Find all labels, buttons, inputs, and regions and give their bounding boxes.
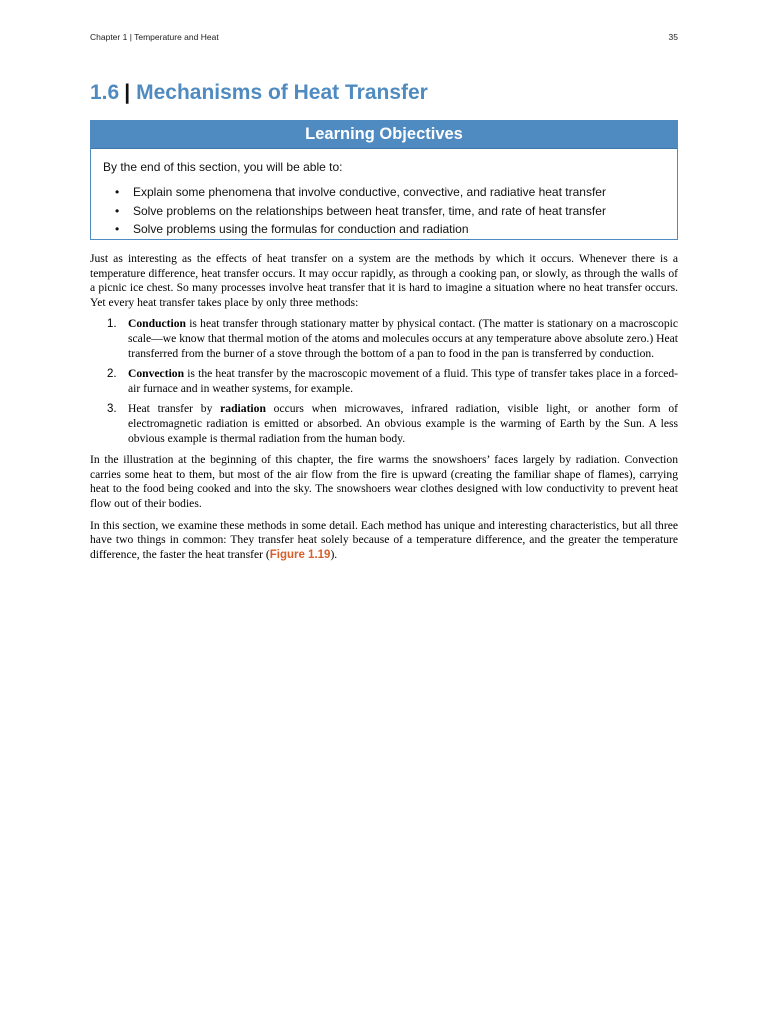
- method-term: Conduction: [128, 317, 186, 331]
- chapter-label: Chapter 1 | Temperature and Heat: [90, 32, 219, 42]
- section-title: [90, 81, 428, 105]
- method-item: [90, 402, 678, 446]
- method-number: 1.: [107, 318, 117, 331]
- intro-paragraph: Just as interesting as the effects of heat transfer on a system are the methods by which it occurs. Whenever there is a temperature difference, heat transfer occurs. It may occur rapidly, as through a cooking pan, or slowly, as through the walls of a picnic ice chest. So many processes involve heat transfer that it is hard to imagine a situation where no heat transfer occurs. Yet every heat transfer takes place by only three methods:: [90, 252, 678, 309]
- heat-transfer-methods-list: [90, 317, 678, 446]
- method-text: is heat transfer through stationary matter by physical contact. (The matter is stationary on a macroscopic scale—we know that thermal motion of the atoms and molecules occurs at any temperature above absolute zero.) Heat transferred from the burner of a stove through the bottom of a pan to food in the pan is transferred by conduction.: [128, 317, 678, 360]
- method-text: is the heat transfer by the macroscopic movement of a fluid. This type of transfer takes place in a forced-air furnace and in weather systems, for example.: [128, 367, 678, 395]
- method-text: occurs when microwaves, infrared radiation, visible light, or another form of electromagnetic radiation is emitted or absorbed. An obvious example is the warming of Earth by the Sun. A less obvious example is thermal radiation from the human body.: [128, 402, 678, 445]
- section-title-text: Mechanisms of Heat Transfer: [136, 81, 428, 104]
- section-number: 1.6: [90, 81, 120, 104]
- section-separator: |: [124, 81, 131, 104]
- paragraph-3-end: ).: [330, 547, 338, 561]
- method-number: 3.: [107, 403, 117, 416]
- figure-link[interactable]: Figure 1.19: [269, 548, 331, 561]
- page-number: 35: [668, 32, 678, 42]
- body-text: [90, 252, 678, 569]
- learning-objective-item: • Solve problems on the relationships between heat transfer, time, and rate of heat transfer: [115, 202, 606, 221]
- method-term: radiation: [220, 402, 266, 416]
- method-number: 2.: [107, 368, 117, 381]
- learning-objectives-heading: Learning Objectives: [91, 121, 677, 149]
- learning-objectives-intro: By the end of this section, you will be able to:: [103, 160, 343, 174]
- method-item: [90, 367, 678, 396]
- method-item: [90, 317, 678, 361]
- method-lead: Heat transfer by: [128, 402, 221, 416]
- learning-objectives-box: [90, 120, 678, 240]
- learning-objectives-list: [115, 183, 606, 239]
- method-term: Convection: [128, 367, 185, 381]
- paragraph-3-text: In this section, we examine these methods in some detail. Each method has unique and interesting characteristics, but all three have two things in common: They transfer heat solely because of a temperature difference, and the greater the temperature difference, the faster the heat transfer (: [90, 518, 678, 561]
- learning-objective-item: • Solve problems using the formulas for conduction and radiation: [115, 220, 606, 239]
- paragraph-3: [90, 519, 678, 563]
- paragraph-2: In the illustration at the beginning of this chapter, the fire warms the snowshoers’ faces largely by radiation. Convection carries some heat to them, but most of the air flow from the fire is upward (creating the familiar shape of flames), carrying heat to the food being cooked and into the sky. The snowshoers wear clothes designed with low conductivity to prevent heat flow out of their bodies.: [90, 453, 678, 510]
- learning-objective-item: • Explain some phenomena that involve conductive, convective, and radiative heat transfer: [115, 183, 606, 202]
